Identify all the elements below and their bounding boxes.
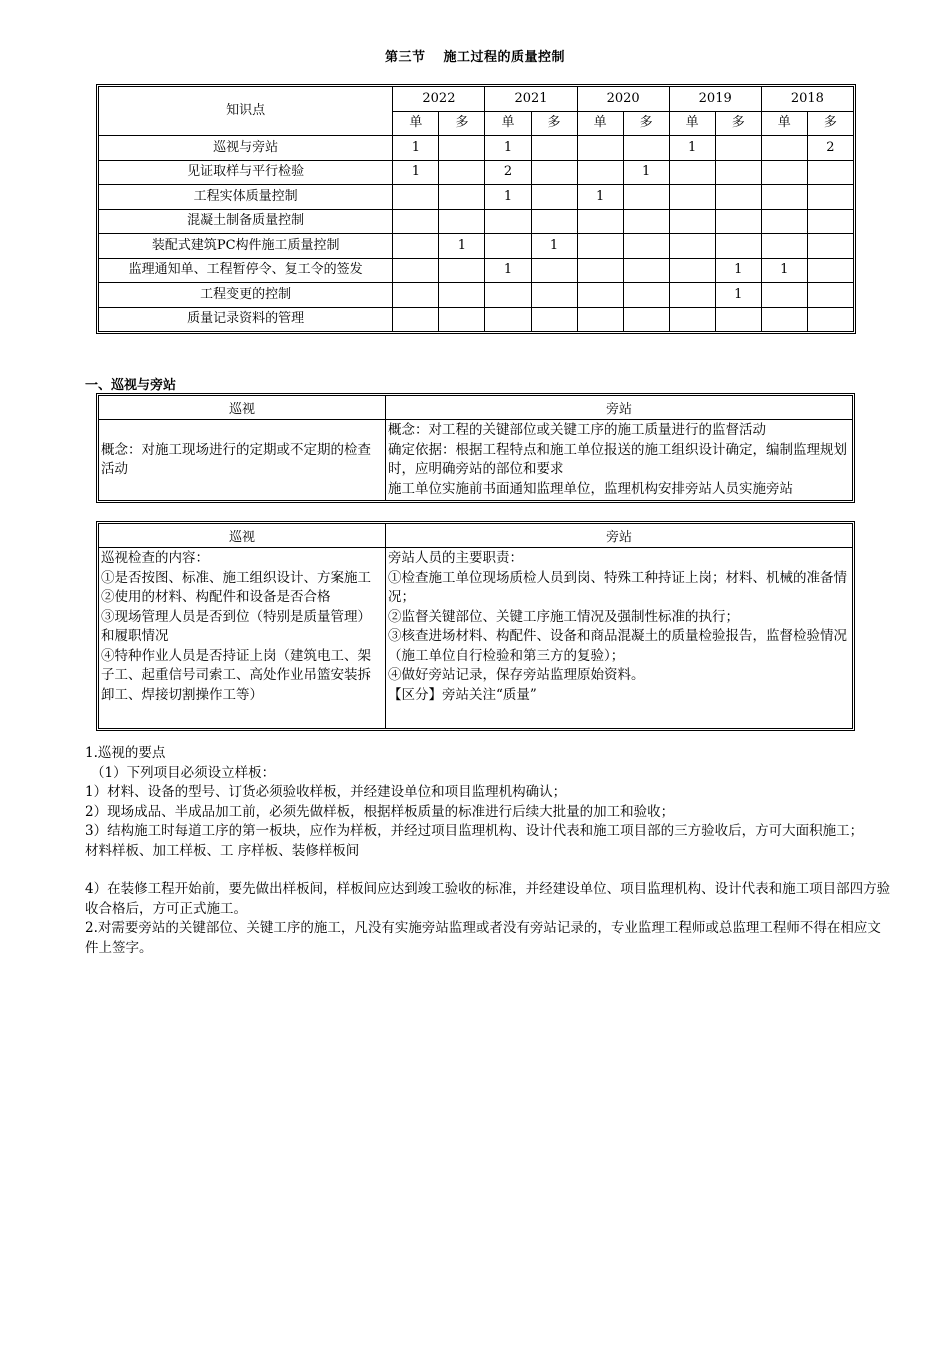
year-header: 2021 [485, 87, 577, 112]
multi-choice-header: 多 [715, 111, 761, 136]
multi-count-cell [439, 136, 485, 161]
patrol-header: 巡视 [99, 524, 386, 548]
multi-choice-header: 多 [807, 111, 853, 136]
frequency-table-frame [96, 84, 856, 334]
patrol-line: 巡视检查的内容： [101, 550, 209, 566]
topic-cell: 见证取样与平行检验 [99, 160, 393, 185]
multi-count-cell [623, 209, 669, 234]
table-header-row [99, 396, 853, 420]
single-choice-header: 单 [669, 111, 715, 136]
single-count-cell [393, 209, 439, 234]
single-choice-header: 单 [393, 111, 439, 136]
body-text [85, 744, 893, 958]
table-row [99, 283, 854, 308]
year-header: 2020 [577, 87, 669, 112]
multi-choice-header: 多 [439, 111, 485, 136]
multi-count-cell [715, 234, 761, 259]
multi-count-cell [715, 185, 761, 210]
patrol-line: ③现场管理人员是否到位（特别是质量管理）和履职情况 [101, 608, 371, 644]
single-count-cell [393, 283, 439, 308]
single-count-cell [761, 283, 807, 308]
single-count-cell [669, 258, 715, 283]
multi-count-cell [439, 307, 485, 332]
single-count-cell [761, 307, 807, 332]
topic-cell: 工程变更的控制 [99, 283, 393, 308]
table-row [99, 258, 854, 283]
topic-cell: 监理通知单、工程暂停令、复工令的签发 [99, 258, 393, 283]
single-choice-header: 单 [577, 111, 623, 136]
patrol-cell [99, 420, 386, 501]
table-header-row [99, 524, 853, 548]
point2: 2.对需要旁站的关键部位、关键工序的施工，凡没有实施旁站监理或者没有旁站记录的，专业监理工程师或总监理工程师不得在相应文件上签字。 [85, 920, 881, 956]
sidestation-line: ④做好旁站记录，保存旁站监理原始资料。 [388, 667, 645, 683]
table-row [99, 307, 854, 332]
single-count-cell [669, 160, 715, 185]
sidestation-line: ①检查施工单位现场质检人员到岗、特殊工种持证上岗；材料、机械的准备情况； [388, 569, 847, 605]
single-count-cell [761, 234, 807, 259]
multi-count-cell [439, 283, 485, 308]
sample-types: 材料样板、加工样板、工 序样板、装修样板间 [85, 842, 360, 859]
multi-count-cell: 1 [715, 283, 761, 308]
single-count-cell [485, 209, 531, 234]
multi-count-cell [807, 307, 853, 332]
multi-count-cell [623, 307, 669, 332]
single-count-cell: 1 [393, 160, 439, 185]
heading-patrol-and-sidestation: 一、巡视与旁站 [85, 378, 177, 393]
single-count-cell [577, 307, 623, 332]
point1-title: 1.巡视的要点 [85, 745, 166, 761]
multi-choice-header: 多 [531, 111, 577, 136]
multi-count-cell [531, 209, 577, 234]
single-count-cell [669, 209, 715, 234]
single-count-cell [577, 160, 623, 185]
sidestation-line: ③核查进场材料、构配件、设备和商品混凝土的质量检验报告，监督检验情况（施工单位自行检验和第三方的复验）； [388, 628, 847, 664]
single-count-cell [393, 307, 439, 332]
multi-count-cell [715, 209, 761, 234]
single-count-cell [393, 185, 439, 210]
single-count-cell: 1 [669, 136, 715, 161]
topic-cell: 混凝土制备质量控制 [99, 209, 393, 234]
section-name: 施工过程的质量控制 [443, 50, 566, 65]
multi-count-cell [623, 258, 669, 283]
multi-count-cell [807, 283, 853, 308]
patrol-line: ④特种作业人员是否持证上岗（建筑电工、架子工、起重信号司索工、高处作业吊篮安装拆卸工、焊接切割操作工等） [101, 647, 371, 703]
sidestation-cell [386, 548, 853, 729]
multi-count-cell [439, 209, 485, 234]
single-count-cell [577, 136, 623, 161]
patrol-line: ②使用的材料、构配件和设备是否合格 [101, 589, 331, 605]
multi-count-cell [807, 160, 853, 185]
sidestation-line: ②监督关键部位、关键工序施工情况及强制性标准的执行； [388, 608, 739, 625]
year-header-row [99, 87, 854, 112]
multi-count-cell [623, 185, 669, 210]
table-row [99, 136, 854, 161]
table-row [99, 234, 854, 259]
single-count-cell: 1 [485, 258, 531, 283]
single-count-cell [669, 307, 715, 332]
multi-count-cell [807, 209, 853, 234]
single-count-cell [393, 234, 439, 259]
blank-line [85, 861, 893, 880]
multi-count-cell: 1 [623, 160, 669, 185]
sidestation-cell [386, 420, 853, 501]
single-count-cell [669, 234, 715, 259]
single-choice-header: 单 [485, 111, 531, 136]
sidestation-header: 旁站 [386, 396, 853, 420]
year-header: 2018 [761, 87, 853, 112]
list-item: 4）在装修工程开始前，要先做出样板间，样板间应达到竣工验收的标准，并经建设单位、项目监理机构、设计代表和施工项目部四方验收合格后，方可正式施工。 [85, 881, 891, 917]
topic-cell: 工程实体质量控制 [99, 185, 393, 210]
topic-cell: 巡视与旁站 [99, 136, 393, 161]
section-number: 第三节 [384, 50, 426, 65]
single-count-cell [761, 209, 807, 234]
frequency-table [98, 86, 854, 332]
table-row [99, 160, 854, 185]
multi-count-cell: 1 [439, 234, 485, 259]
topic-cell: 质量记录资料的管理 [99, 307, 393, 332]
table-row [99, 548, 853, 729]
multi-count-cell: 1 [531, 234, 577, 259]
sub-item-1: （1）下列项目必须设立样板： [91, 764, 276, 781]
patrol-concept: 概念：对施工现场进行的定期或不定期的检查活动 [101, 441, 371, 477]
single-count-cell: 1 [485, 136, 531, 161]
multi-count-cell [715, 160, 761, 185]
single-count-cell: 1 [393, 136, 439, 161]
single-count-cell [485, 234, 531, 259]
multi-count-cell [623, 283, 669, 308]
multi-count-cell [715, 307, 761, 332]
multi-count-cell [439, 160, 485, 185]
multi-count-cell [531, 307, 577, 332]
patrol-cell [99, 548, 386, 729]
table-row [99, 420, 853, 501]
table-row [99, 185, 854, 210]
comparison-table-1 [98, 395, 853, 501]
list-item: 3）结构施工时每道工序的第一板块，应作为样板，并经过项目监理机构、设计代表和施工项目部的三方验收后，方可大面积施工； [85, 823, 864, 839]
multi-count-cell [807, 258, 853, 283]
single-count-cell: 1 [761, 258, 807, 283]
comparison-table-2 [98, 523, 853, 729]
list-item: 1）材料、设备的型号、订货必须验收样板，并经建设单位和项目监理机构确认； [85, 784, 567, 800]
multi-count-cell [623, 136, 669, 161]
multi-count-cell [439, 258, 485, 283]
multi-count-cell [715, 136, 761, 161]
single-count-cell [577, 234, 623, 259]
multi-count-cell: 1 [715, 258, 761, 283]
multi-count-cell [531, 160, 577, 185]
single-count-cell [577, 258, 623, 283]
section-title [0, 46, 950, 65]
multi-count-cell [623, 234, 669, 259]
table-row [99, 209, 854, 234]
multi-count-cell: 2 [807, 136, 853, 161]
single-count-cell [669, 283, 715, 308]
multi-count-cell [531, 185, 577, 210]
multi-count-cell [439, 185, 485, 210]
single-choice-header: 单 [761, 111, 807, 136]
patrol-line: ①是否按图、标准、施工组织设计、方案施工 [101, 569, 371, 586]
multi-count-cell [807, 234, 853, 259]
year-header: 2022 [393, 87, 485, 112]
single-count-cell: 2 [485, 160, 531, 185]
topic-header: 知识点 [99, 87, 393, 136]
topic-cell: 装配式建筑PC构件施工质量控制 [99, 234, 393, 259]
year-header: 2019 [669, 87, 761, 112]
single-count-cell [669, 185, 715, 210]
sidestation-line: 确定依据：根据工程特点和施工单位报送的施工组织设计确定，编制监理规划时，应明确旁站的部位和要求 [388, 441, 847, 477]
multi-count-cell [531, 283, 577, 308]
single-count-cell [393, 258, 439, 283]
single-count-cell [577, 283, 623, 308]
comparison-table-2-frame [96, 521, 855, 731]
single-count-cell [485, 307, 531, 332]
comparison-table-1-frame [96, 393, 855, 503]
sidestation-line: 旁站人员的主要职责： [388, 550, 523, 566]
sidestation-line: 【区分】旁站关注“质量” [388, 686, 537, 703]
multi-count-cell [531, 258, 577, 283]
single-count-cell [485, 283, 531, 308]
multi-choice-header: 多 [623, 111, 669, 136]
sidestation-line: 概念：对工程的关键部位或关键工序的施工质量进行的监督活动 [388, 422, 766, 438]
multi-count-cell [807, 185, 853, 210]
single-count-cell [761, 185, 807, 210]
list-item: 2）现场成品、半成品加工前，必须先做样板，根据样板质量的标准进行后续大批量的加工和验收； [85, 803, 675, 820]
multi-count-cell [531, 136, 577, 161]
sidestation-header: 旁站 [386, 524, 853, 548]
single-count-cell [577, 209, 623, 234]
single-count-cell [761, 136, 807, 161]
patrol-header: 巡视 [99, 396, 386, 420]
single-count-cell [761, 160, 807, 185]
single-count-cell: 1 [577, 185, 623, 210]
single-count-cell: 1 [485, 185, 531, 210]
sidestation-line: 施工单位实施前书面通知监理单位，监理机构安排旁站人员实施旁站 [388, 480, 793, 497]
